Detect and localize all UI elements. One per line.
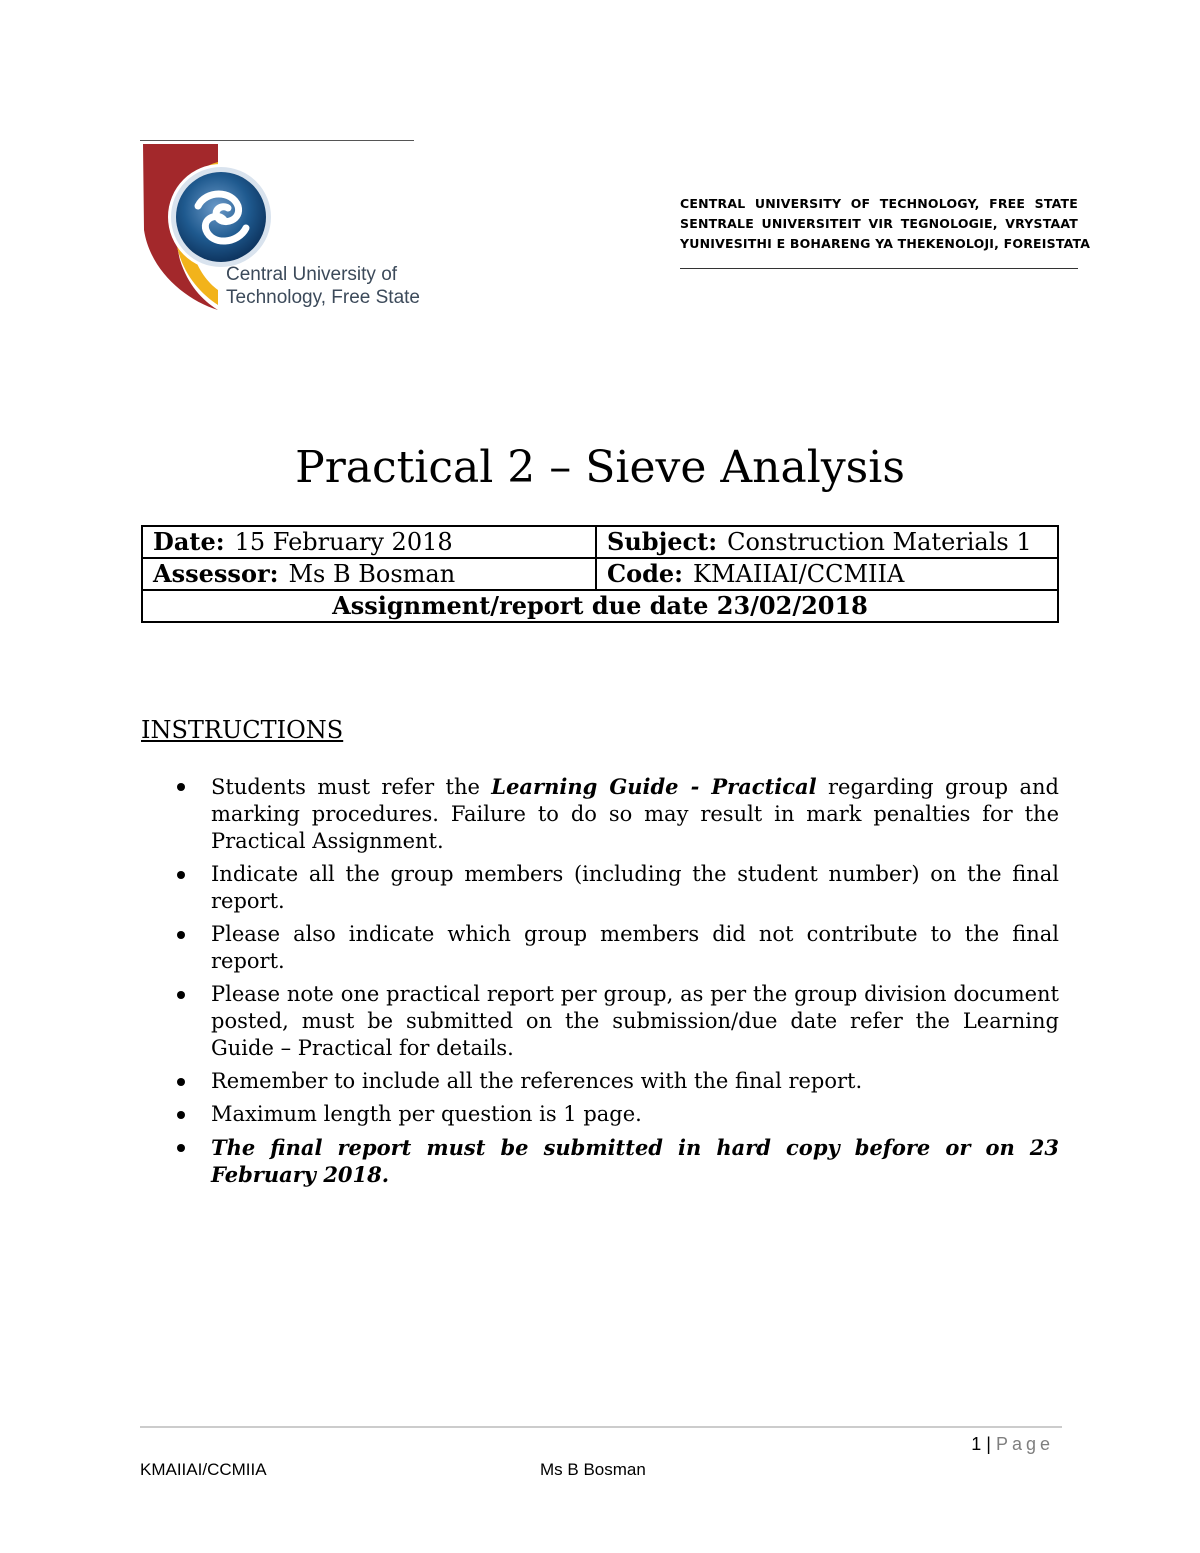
learning-guide-reference: Learning Guide - Practical — [491, 774, 817, 799]
assessor-label: Assessor: — [153, 559, 279, 588]
instruction-text: Maximum length per question is 1 page. — [211, 1102, 642, 1126]
footer-author: Ms B Bosman — [540, 1460, 646, 1479]
page-title: Practical 2 – Sieve Analysis — [295, 442, 905, 493]
instruction-text: Please also indicate which group members did not contribute to the final report. — [211, 922, 1059, 973]
code-cell — [596, 558, 1058, 590]
submission-deadline-text: The final report must be submitted in hard copy before or on 23 February 2018. — [211, 1135, 1059, 1187]
bullet-icon — [177, 1078, 185, 1086]
subject-value: Construction Materials 1 — [727, 528, 1032, 556]
footer-rule — [140, 1426, 1062, 1428]
university-name-english: CENTRAL UNIVERSITY OF TECHNOLOGY, FREE STATE — [680, 196, 1078, 211]
list-item — [141, 773, 1059, 855]
instruction-text: Please note one practical report per group, as per the group division document posted, must be submitted on the submission/due date refer the Learning Guide – Practical for details. — [211, 982, 1059, 1060]
bullet-icon — [177, 991, 185, 999]
list-item — [141, 1101, 1059, 1128]
university-name-afrikaans: SENTRALE UNIVERSITEIT VIR TEGNOLOGIE, VRYSTAAT — [680, 216, 1078, 231]
page-number-value: 1 — [971, 1434, 982, 1454]
info-row — [142, 590, 1058, 622]
date-label: Date: — [153, 527, 225, 556]
instruction-text: Remember to include all the references with the final report. — [211, 1069, 863, 1093]
cut-emblem-icon — [166, 162, 276, 272]
page-label: Page — [995, 1434, 1054, 1454]
bullet-icon — [177, 1144, 185, 1152]
logo-text-line2: Technology, Free State — [226, 287, 420, 308]
bullet-icon — [177, 871, 185, 879]
instructions-heading: INSTRUCTIONS — [141, 716, 344, 744]
bullet-icon — [177, 783, 185, 791]
info-row — [142, 526, 1058, 558]
code-value: KMAIIAI/CCMIIA — [693, 560, 905, 588]
list-item — [141, 921, 1059, 975]
list-item — [141, 981, 1059, 1062]
page-separator: | — [986, 1434, 991, 1454]
code-label: Code: — [607, 559, 684, 588]
list-item — [141, 1068, 1059, 1095]
assessor-value: Ms B Bosman — [288, 560, 456, 588]
university-rule — [680, 268, 1078, 269]
instruction-text: Indicate all the group members (including the student number) on the final report. — [211, 862, 1059, 913]
info-row — [142, 558, 1058, 590]
list-item — [141, 1134, 1059, 1188]
instruction-text: Students must refer the — [211, 775, 492, 799]
date-value: 15 February 2018 — [234, 528, 453, 556]
page-number — [971, 1434, 1054, 1455]
info-table — [141, 525, 1059, 623]
university-name-sesotho: YUNIVESITHI E BOHARENG YA THEKENOLOJI, FOREISTATA — [680, 236, 1091, 251]
subject-label: Subject: — [607, 527, 718, 556]
assessor-cell — [142, 558, 596, 590]
subject-cell — [596, 526, 1058, 558]
logo-text-line1: Central University of — [226, 264, 398, 285]
footer-code: KMAIIAI/CCMIIA — [140, 1460, 267, 1479]
due-date: Assignment/report due date 23/02/2018 — [142, 590, 1058, 622]
list-item — [141, 861, 1059, 915]
bullet-icon — [177, 1111, 185, 1119]
instructions-list — [141, 773, 1059, 1194]
instruction-text: regarding group and marking procedures. Failure to do so may result in mark penalties for the Practical Assignment. — [211, 775, 1059, 853]
bullet-icon — [177, 931, 185, 939]
date-cell — [142, 526, 596, 558]
